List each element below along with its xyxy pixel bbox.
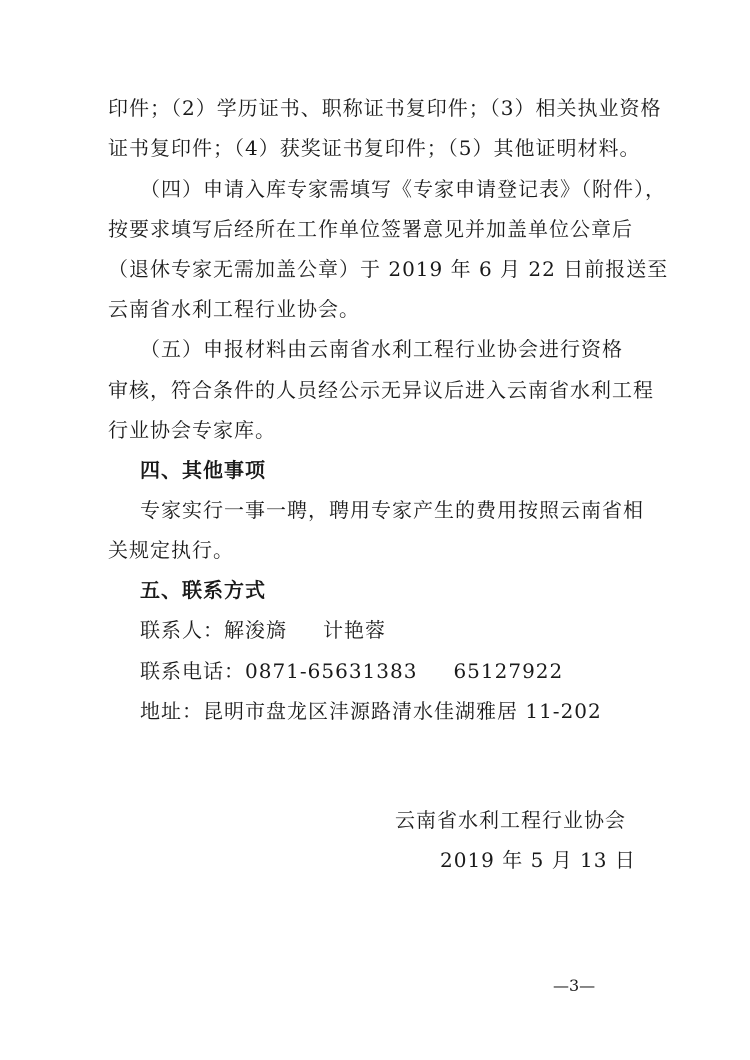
body-line-5: （退休专家无需加盖公章）于 2019 年 6 月 22 日前报送至 [108, 257, 669, 281]
body-line-6: 云南省水利工程行业协会。 [108, 297, 360, 321]
body-line-8: 审核，符合条件的人员经公示无异议后进入云南省水利工程 [108, 378, 654, 402]
section-heading-other-matters: 四、其他事项 [140, 458, 266, 482]
section4-line-2: 关规定执行。 [108, 538, 234, 562]
address-line [140, 696, 602, 726]
contact-person-1: 解浚旖 [224, 618, 287, 642]
contact-phone-line [140, 656, 563, 686]
section-heading-contact: 五、联系方式 [140, 578, 266, 602]
contact-phone-2: 65127922 [453, 659, 564, 683]
contact-phone-1: 0871-65631383 [245, 659, 418, 683]
body-line-3: （四）申请入库专家需填写《专家申请登记表》（附件）， [140, 177, 666, 201]
body-line-1: 印件；（2）学历证书、职称证书复印件；（3）相关执业资格 [108, 96, 662, 120]
contact-person-2: 计艳蓉 [323, 618, 386, 642]
contact-person-line [140, 615, 386, 645]
body-line-2: 证书复印件；（4）获奖证书复印件；（5）其他证明材料。 [108, 136, 641, 160]
body-line-7: （五）申报材料由云南省水利工程行业协会进行资格 [140, 337, 623, 361]
address-value: 昆明市盘龙区沣源路清水佳湖雅居 11-202 [203, 699, 602, 723]
address-label: 地址： [140, 699, 203, 723]
page-number: —3— [553, 976, 596, 995]
contact-phone-label: 联系电话： [140, 659, 245, 683]
body-line-9: 行业协会专家库。 [108, 418, 276, 442]
contact-person-label: 联系人： [140, 618, 224, 642]
signature-date: 2019 年 5 月 13 日 [440, 848, 636, 872]
section4-line-1: 专家实行一事一聘，聘用专家产生的费用按照云南省相 [140, 498, 644, 522]
body-line-4: 按要求填写后经所在工作单位签署意见并加盖单位公章后 [108, 217, 633, 241]
signature-organization: 云南省水利工程行业协会 [395, 808, 626, 832]
